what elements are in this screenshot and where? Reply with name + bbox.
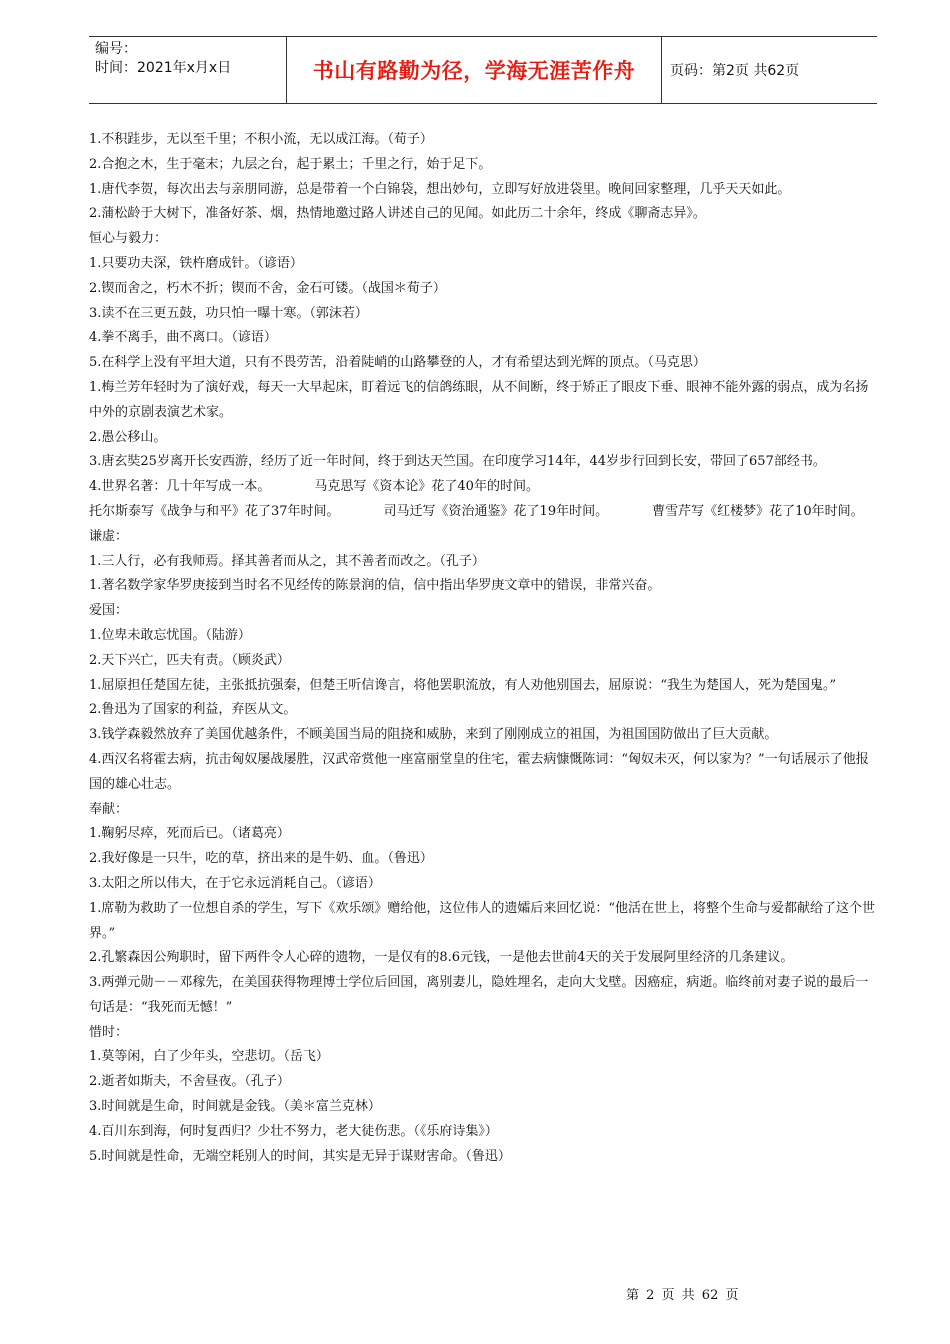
section-heading: 惜时：	[89, 1024, 129, 1040]
text-line: 1.三人行，必有我师焉。择其善者而从之，其不善者而改之。（孔子）	[89, 553, 485, 569]
page-footer: 第 2 页 共 62 页	[626, 1288, 739, 1303]
text-segment: 托尔斯泰写《战争与和平》花了37年时间。	[89, 503, 340, 519]
text-line: 4.百川东到海，何时复西归？少壮不努力，老大徒伤悲。（《乐府诗集》）	[89, 1123, 498, 1139]
text-segment: 司马迁写《资治通鉴》花了19年时间。	[383, 503, 609, 519]
text-line: 3.太阳之所以伟大，在于它永远消耗自己。（谚语）	[89, 875, 381, 891]
text-line: 1.位卑未敢忘忧国。（陆游）	[89, 627, 251, 643]
header-motto: 书山有路勤为径，学海无涯苦作舟	[287, 37, 662, 103]
text-line: 5.时间就是性命，无端空耗别人的时间，其实是无异于谋财害命。（鲁迅）	[89, 1148, 511, 1164]
text-line: 3.读不在三更五鼓，功只怕一曝十寒。（郭沫若）	[89, 305, 368, 321]
text-line: 5.在科学上没有平坦大道，只有不畏劳苦，沿着陡峭的山路攀登的人，才有希望达到光辉的顶点。（马克思）	[89, 355, 706, 371]
text-line: 1.唐代李贺，每次出去与亲朋同游，总是带着一个白锦袋，想出妙句，立即写好放进袋里。晚间回家整理，几乎天天如此。	[89, 181, 791, 197]
text-line: 2.合抱之木，生于毫末；九层之台，起于累土；千里之行，始于足下。	[89, 156, 492, 172]
text-line: 2.鲁迅为了国家的利益，弃医从文。	[89, 702, 297, 718]
text-line: 2.蒲松龄于大树下，准备好茶、烟，热情地邀过路人讲述自己的见闻。如此历二十余年，终成《聊斋志异》。	[89, 206, 706, 222]
time-label: 时间：2021年x月x日	[95, 60, 232, 76]
text-line: 2.锲而舍之，朽木不折；锲而不舍，金石可镂。（战国＊荀子）	[89, 280, 446, 296]
text-line: 1.不积跬步，无以至千里；不积小流，无以成江海。（荀子）	[89, 132, 433, 147]
text-segment: 曹雪芹写《红楼梦》花了10年时间。	[652, 503, 864, 519]
text-line: 3.钱学森毅然放弃了美国优越条件，不顾美国当局的阻挠和威胁，来到了刚刚成立的祖国，为祖国国防做出了巨大贡献。	[89, 727, 778, 743]
text-line: 4.拳不离手，曲不离口。（谚语）	[89, 330, 277, 346]
text-line: 2.愚公移山。	[89, 429, 167, 445]
text-segment: 4.世界名著：几十年写成一本。	[89, 479, 271, 495]
text-line: 4.西汉名将霍去病，抗击匈奴屡战屡胜，汉武帝赏他一座富丽堂皇的住宅，霍去病慷慨陈词：“匈奴未灭，何以家为？”一句话展示了他报国的雄心壮志。	[89, 751, 869, 792]
text-line: 1.著名数学家华罗庚接到当时名不见经传的陈景润的信，信中指出华罗庚文章中的错误，非常兴奋。	[89, 578, 661, 594]
section-heading: 恒心与毅力：	[89, 231, 168, 247]
text-line: 1.梅兰芳年轻时为了演好戏，每天一大早起床，盯着远飞的信鸽练眼，从不间断，终于矫正了眼皮下垂、眼神不能外露的弱点，成为名扬中外的京剧表演艺术家。	[89, 379, 869, 420]
text-line: 2.孔繁森因公殉职时，留下两件令人心碎的遗物，一是仅有的8.6元钱，一是他去世前4天的关于发展阿里经济的几条建议。	[89, 950, 794, 966]
document-body	[89, 128, 879, 1169]
text-line	[89, 475, 879, 500]
serial-label: 编号：	[95, 41, 137, 57]
text-line: 3.唐玄奘25岁离开长安西游，经历了近一年时间，终于到达天竺国。在印度学习14年，44岁步行回到长安，带回了657部经书。	[89, 454, 826, 470]
text-line: 1.鞠躬尽瘁，死而后已。（诸葛亮）	[89, 826, 290, 842]
text-line: 3.时间就是生命，时间就是金钱。（美＊富兰克林）	[89, 1099, 381, 1115]
text-line: 3.两弹元勋－－邓稼先，在美国获得物理博士学位后回国，离别妻儿，隐姓埋名，走向大戈壁。因癌症，病逝。临终前对妻子说的最后一句话是：“我死而无憾！”	[89, 975, 869, 1015]
text-line: 1.屈原担任楚国左徒，主张抵抗强秦，但楚王听信谗言，将他罢职流放，有人劝他别国去，屈原说：“我生为楚国人，死为楚国鬼。”	[89, 677, 837, 693]
text-line: 1.席勒为救助了一位想自杀的学生，写下《欢乐颂》赠给他，这位伟人的遗孀后来回忆说：“他活在世上，将整个生命与爱都献给了这个世界。”	[89, 900, 876, 941]
header-page-number: 页码：第2页 共62页	[670, 63, 800, 79]
header-meta	[89, 37, 287, 103]
text-line: 1.莫等闲，白了少年头，空悲切。（岳飞）	[89, 1049, 329, 1065]
section-heading: 谦虚：	[89, 528, 129, 544]
text-line: 2.天下兴亡，匹夫有责。（顾炎武）	[89, 652, 290, 668]
section-heading: 奉献：	[89, 801, 129, 817]
text-segment: 马克思写《资本论》花了40年的时间。	[314, 479, 539, 495]
section-heading: 爱国：	[89, 603, 129, 619]
text-line	[89, 500, 879, 525]
text-line: 1.只要功夫深，铁杵磨成针。（谚语）	[89, 255, 303, 271]
text-line: 2.逝者如斯夫，不舍昼夜。（孔子）	[89, 1074, 290, 1090]
text-line: 2.我好像是一只牛，吃的草，挤出来的是牛奶、血。（鲁迅）	[89, 851, 433, 867]
page-header	[89, 36, 877, 104]
